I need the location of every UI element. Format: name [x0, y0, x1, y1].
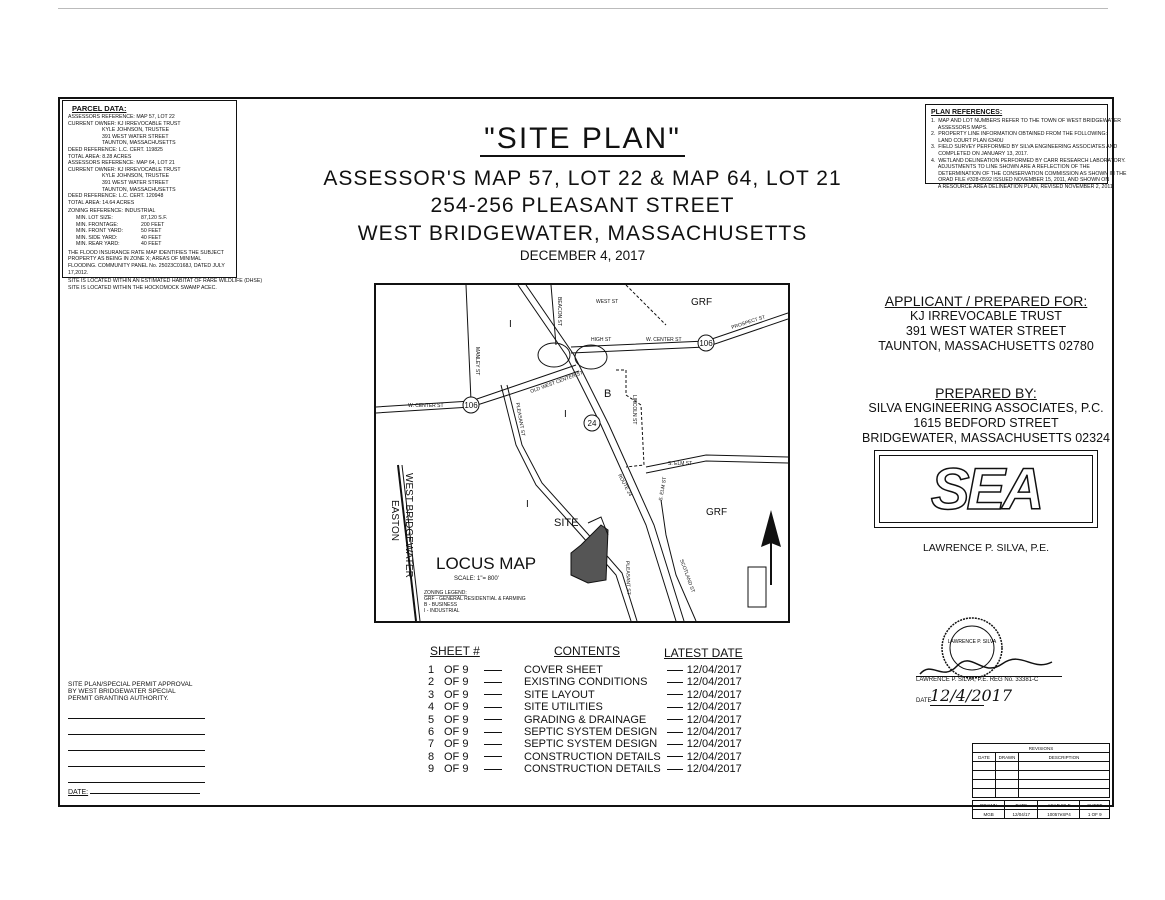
applicant-name: KJ IRREVOCABLE TRUST	[910, 309, 1062, 323]
stamp-signed-date: 12/4/2017	[930, 686, 1013, 705]
plan-reference-line: ADJUSTMENTS TO LINE SHOWN ARE A REFLECTION OF THE	[931, 164, 1090, 171]
zoning-label: MIN. LOT SIZE:	[76, 214, 113, 221]
plan-reference-line: 4. WETLAND DELINEATION PERFORMED BY CARR RESEARCH LABORATORY.	[931, 157, 1126, 164]
street-w-center-east: W. CENTER ST	[646, 337, 682, 343]
zone-industrial-south: I	[526, 499, 529, 510]
signature-line[interactable]	[68, 750, 205, 751]
parcel-line: KYLE JOHNSON, TRUSTEE	[102, 173, 170, 180]
approval-line-3: PERMIT GRANTING AUTHORITY.	[68, 695, 169, 702]
plan-reference-line: 3. FIELD SURVEY PERFORMED BY SILVA ENGINEERING ASSOCIATES AND	[931, 144, 1118, 151]
sheet-of: OF 9	[444, 713, 469, 726]
info-col-drawn: DRAWN	[973, 801, 1005, 810]
dash-separator	[484, 763, 524, 775]
sheet-title: SITE UTILITIES	[524, 701, 603, 714]
sheet-title: CONSTRUCTION DETAILS	[524, 763, 661, 776]
site-label: SITE	[554, 517, 579, 529]
dash-separator	[484, 726, 524, 738]
plan-reference-line: 1. MAP AND LOT NUMBERS REFER TO THE TOWN OF WEST BRIDGEWATER	[931, 118, 1122, 124]
sheet-title: EXISTING CONDITIONS	[524, 676, 648, 689]
interchange-loop-b	[575, 345, 607, 369]
street-pleasant-north: PLEASANT ST	[514, 402, 526, 437]
dash-separator	[667, 726, 687, 738]
street-pleasant-south: PLEASANT ST	[624, 560, 632, 595]
revisions-col-description: DESCRIPTION	[1019, 753, 1110, 762]
approval-block	[68, 681, 193, 702]
parcel-line: TOTAL AREA: 8.28 ACRES	[68, 153, 132, 160]
applicant-header: APPLICANT / PREPARED FOR:	[884, 293, 1088, 309]
zoning-legend-header: ZONING LEGEND:	[424, 590, 467, 596]
zoning-value: 40 FEET	[141, 234, 162, 241]
interchange-loop-a	[538, 343, 570, 367]
applicant-street: 391 WEST WATER STREET	[905, 324, 1067, 338]
plan-reference-line: 2. PROPERTY LINE INFORMATION OBTAINED FROM THE FOLLOWING:	[931, 131, 1107, 138]
sheet-of: OF 9	[444, 676, 469, 689]
revisions-header: REVISIONS	[973, 744, 1110, 753]
sheet-index-header-date: LATEST DATE	[664, 646, 743, 660]
approval-line-2: BY WEST BRIDGEWATER SPECIAL	[68, 688, 176, 695]
info-col-sheet: SHEET	[1080, 801, 1110, 810]
north-arrow-icon	[761, 510, 781, 547]
plan-reference-line: LAND COURT PLAN 6340U	[931, 137, 1004, 144]
signature-line[interactable]	[68, 782, 205, 783]
zone-industrial-north: I	[509, 319, 512, 330]
sheet-date: 12/04/2017	[686, 676, 742, 689]
parcel-line: ASSESSORS REFERENCE: MAP 64, LOT 21	[68, 160, 175, 167]
zoning-value: 200 FEET	[141, 221, 165, 228]
info-acad-file: 10057eSP4	[1038, 810, 1080, 819]
dash-separator	[484, 714, 524, 726]
sheet-index-row	[428, 676, 748, 688]
revisions-block	[972, 743, 1110, 819]
approval-date	[68, 789, 200, 796]
zoning-value: 87,120 S.F.	[141, 214, 168, 221]
parcel-note: SITE IS LOCATED WITHIN AN ESTIMATED HABITAT OF RARE WILDLIFE (DHSE)	[68, 278, 263, 285]
sea-logo-text: SEA	[930, 457, 1042, 522]
zoning-legend-grf: GRF - GENERAL RESIDENTIAL & FARMING	[424, 596, 526, 602]
sheet-index-table	[428, 664, 748, 776]
title-address-line: 254-256 PLEASANT STREET	[430, 194, 735, 217]
sheet-index-row	[428, 689, 748, 701]
locus-map	[374, 283, 790, 623]
dash-separator	[667, 763, 687, 775]
dash-separator	[667, 689, 687, 701]
info-col-acad: ACAD FILE	[1038, 801, 1080, 810]
street-route-24: ROUTE 24	[616, 473, 634, 498]
zoning-header: ZONING REFERENCE: INDUSTRIAL	[68, 208, 156, 215]
applicant-city: TAUNTON, MASSACHUSETTS 02780	[878, 339, 1094, 353]
zoning-label: MIN. SIDE YARD:	[76, 234, 118, 241]
dash-separator	[484, 751, 524, 763]
sheet-title: COVER SHEET	[524, 664, 603, 676]
zoning-boundary-north	[626, 285, 666, 325]
dash-separator	[667, 676, 687, 688]
locus-map-scale: SCALE: 1"= 800'	[454, 576, 499, 582]
plan-reference-line: COMPLETED ON JANUARY 13, 2017.	[931, 150, 1029, 157]
parcel-line: CURRENT OWNER: KJ IRREVOCABLE TRUST	[68, 120, 181, 127]
sheet-title: SEPTIC SYSTEM DESIGN	[524, 738, 658, 751]
street-s-elm-east: S. ELM ST	[668, 461, 693, 467]
sheet-of: OF 9	[444, 688, 469, 701]
zone-business: B	[604, 388, 612, 400]
revisions-col-date: DATE	[973, 753, 996, 762]
parcel-note: PROPERTY AS BEING IN ZONE X; AREAS OF MINIMAL	[68, 256, 202, 263]
parcel-line: ASSESSORS REFERENCE: MAP 57, LOT 22	[68, 114, 175, 120]
parcel-line: 391 WEST WATER STREET	[102, 133, 169, 140]
preparer-header: PREPARED BY:	[935, 385, 1037, 401]
site-plan-title-text: "SITE PLAN"	[480, 122, 685, 157]
sheet-number: 8	[428, 750, 435, 763]
preparer-block	[856, 386, 1116, 446]
stamp-date-label: DATE	[916, 698, 932, 704]
sheet-date: 12/04/2017	[686, 713, 742, 726]
title-date: DECEMBER 4, 2017	[519, 248, 646, 263]
sheet-date: 12/04/2017	[686, 688, 742, 701]
signature-line[interactable]	[68, 766, 205, 767]
sheet-index-row	[428, 763, 748, 775]
sheet-date: 12/04/2017	[686, 738, 742, 751]
sheet-index	[428, 644, 748, 776]
sheet-index-row	[428, 664, 748, 676]
zone-grf-south: GRF	[706, 507, 728, 518]
sheet-number: 7	[428, 738, 435, 751]
info-date: 12/04/17	[1005, 810, 1038, 819]
sea-logo	[874, 450, 1098, 528]
revisions-table	[972, 743, 1110, 798]
route-106-label-west: 106	[464, 401, 478, 410]
parcel-line: TAUNTON, MASSACHUSETTS	[102, 186, 176, 193]
signature-line[interactable]	[68, 718, 205, 719]
engineer-name: LAWRENCE P. SILVA, P.E.	[922, 542, 1050, 554]
sheet-number: 2	[428, 676, 435, 689]
sheet-index-row	[428, 738, 748, 750]
dash-separator	[667, 714, 687, 726]
sheet-title: SEPTIC SYSTEM DESIGN	[524, 726, 658, 739]
zoning-legend-i: I - INDUSTRIAL	[424, 608, 460, 614]
dash-separator	[667, 701, 687, 713]
mini-logo-icon	[748, 567, 766, 607]
zoning-label: MIN. REAR YARD:	[76, 241, 120, 248]
dash-separator	[667, 664, 687, 676]
zoning-label: MIN. FRONT YARD:	[76, 228, 123, 235]
parcel-note: THE FLOOD INSURANCE RATE MAP IDENTIFIES THE SUBJECT	[68, 249, 224, 256]
zoning-legend-b: B - BUSINESS	[424, 602, 458, 608]
parcel-line: DEED REFERENCE: L.C. CERT. 119825	[68, 146, 163, 153]
town-west-bridgewater: WEST BRIDGEWATER	[403, 473, 414, 578]
sheet-date: 12/04/2017	[686, 664, 742, 676]
sheet-number: 3	[428, 688, 435, 701]
approval-date-label: DATE:	[68, 789, 89, 796]
approval-date-line[interactable]	[90, 793, 200, 794]
parcel-line: TAUNTON, MASSACHUSETTS	[102, 140, 176, 147]
top-rule	[58, 8, 1108, 9]
street-beacon: BEACON ST	[556, 297, 562, 326]
info-col-date: DATE	[1005, 801, 1038, 810]
seal-name: LAWRENCE P. SILVA	[947, 639, 997, 645]
parcel-line: KYLE JOHNSON, TRUSTEE	[102, 127, 170, 134]
revisions-col-drawn: DRAWN	[996, 753, 1019, 762]
street-old-west-center: OLD WEST CENTER ST	[529, 370, 585, 395]
sheet-of: OF 9	[444, 763, 469, 776]
sheet-number: 9	[428, 763, 435, 776]
engineer-reg: LAWRENCE P. SILVA, P.E. REG No. 33381-C	[916, 676, 1062, 683]
info-sheet-number: 1 OF 9	[1080, 810, 1110, 819]
route-24-label: 24	[587, 419, 597, 428]
title-assessor-line: ASSESSOR'S MAP 57, LOT 22 & MAP 64, LOT 21	[323, 167, 842, 190]
parcel-note: FLOODING. COMMUNITY PANEL No. 25023C0168J, DATED JULY	[68, 263, 225, 270]
info-drawn: MGB	[973, 810, 1005, 819]
locus-map-title: LOCUS MAP	[436, 554, 537, 573]
sheet-of: OF 9	[444, 701, 469, 714]
dash-separator	[484, 738, 524, 750]
sheet-index-row	[428, 751, 748, 763]
zoning-value: 40 FEET	[141, 241, 162, 248]
plan-references-header: PLAN REFERENCES:	[931, 109, 1003, 116]
parcel-line: CURRENT OWNER: KJ IRREVOCABLE TRUST	[68, 166, 181, 173]
preparer-name: SILVA ENGINEERING ASSOCIATES, P.C.	[868, 401, 1104, 415]
title-town-line: WEST BRIDGEWATER, MASSACHUSETTS	[357, 222, 808, 245]
sheet-date: 12/04/2017	[686, 750, 742, 763]
parcel-line: DEED REFERENCE: L.C. CERT. 120948	[68, 193, 164, 200]
sheet-index-header-sheet: SHEET #	[430, 644, 480, 658]
parcel-data-header: PARCEL DATA:	[72, 104, 127, 113]
parcel-note: SITE IS LOCATED WITHIN THE HOCKOMOCK SWAMP ACEC.	[68, 284, 217, 291]
zoning-value: 50 FEET	[141, 228, 162, 235]
sheet-index-row	[428, 726, 748, 738]
dash-separator	[484, 664, 524, 676]
applicant-block	[866, 294, 1106, 354]
plan-reference-line: DETERMINATION OF THE CONSERVATION COMMISSION AS SHOWN IN THE	[931, 170, 1127, 177]
zone-grf-north: GRF	[691, 297, 713, 308]
approval-signature-lines	[68, 718, 205, 783]
drawing-info-table	[972, 800, 1110, 819]
sheet-index-header-contents: CONTENTS	[554, 644, 620, 658]
site-plan-title	[0, 122, 1165, 156]
street-west-st: WEST ST	[596, 299, 619, 305]
parcel-line: TOTAL AREA: 14.64 ACRES	[68, 199, 135, 206]
sheet-number: 4	[428, 701, 435, 714]
plan-reference-line: ASSESSORS MAPS.	[931, 124, 988, 131]
sheet-date: 12/04/2017	[686, 726, 742, 739]
street-w-center: W. CENTER ST	[408, 403, 444, 409]
street-high-st: HIGH ST	[591, 337, 612, 343]
route-106-label-east: 106	[699, 339, 713, 348]
street-manley: MANLEY ST	[474, 347, 480, 376]
manley-st	[466, 285, 471, 401]
parcel-note: 17,2012.	[68, 269, 89, 276]
dash-separator	[484, 689, 524, 701]
zone-industrial-center: I	[564, 409, 567, 420]
plan-reference-line: A RESOURCE AREA DELINEATION PLAN, REVISED NOVEMBER 2, 2011.	[931, 183, 1115, 190]
sheet-of: OF 9	[444, 726, 469, 739]
preparer-street: 1615 BEDFORD STREET	[913, 416, 1059, 430]
locus-map-drawing	[376, 285, 788, 621]
sheet-title: CONSTRUCTION DETAILS	[524, 750, 661, 763]
approval-line-1: SITE PLAN/SPECIAL PERMIT APPROVAL	[68, 681, 193, 688]
street-lincoln: LINCOLN ST	[631, 395, 637, 425]
street-scotland: SCOTLAND ST	[678, 558, 696, 594]
sheet-index-row	[428, 714, 748, 726]
dash-separator	[667, 751, 687, 763]
dash-separator	[667, 738, 687, 750]
street-s-elm-south: S. ELM ST	[658, 476, 669, 502]
sheet-number: 6	[428, 726, 435, 739]
signature-line[interactable]	[68, 734, 205, 735]
zoning-boundary	[616, 370, 644, 467]
sheet-index-row	[428, 701, 748, 713]
sheet-of: OF 9	[444, 738, 469, 751]
preparer-city: BRIDGEWATER, MASSACHUSETTS 02324	[862, 431, 1110, 445]
sheet-of: OF 9	[444, 750, 469, 763]
parcel-line: 391 WEST WATER STREET	[102, 179, 169, 186]
sheet-date: 12/04/2017	[686, 701, 742, 714]
sheet-date: 12/04/2017	[686, 763, 742, 776]
dash-separator	[484, 701, 524, 713]
plan-reference-line: ORAD FILE #328-0592 ISSUED NOVEMBER 15, 2011, AND SHOWN ON	[931, 177, 1110, 184]
town-easton: EASTON	[389, 500, 400, 541]
sheet-number: 5	[428, 713, 435, 726]
sheet-title: GRADING & DRAINAGE	[524, 713, 647, 726]
street-prospect: PROSPECT ST	[730, 314, 767, 331]
zoning-label: MIN. FRONTAGE:	[76, 221, 119, 228]
sheet-title: SITE LAYOUT	[524, 688, 595, 701]
sheet-number: 1	[428, 664, 435, 676]
dash-separator	[484, 676, 524, 688]
site-parcel	[571, 525, 608, 583]
sheet-of: OF 9	[444, 664, 469, 676]
